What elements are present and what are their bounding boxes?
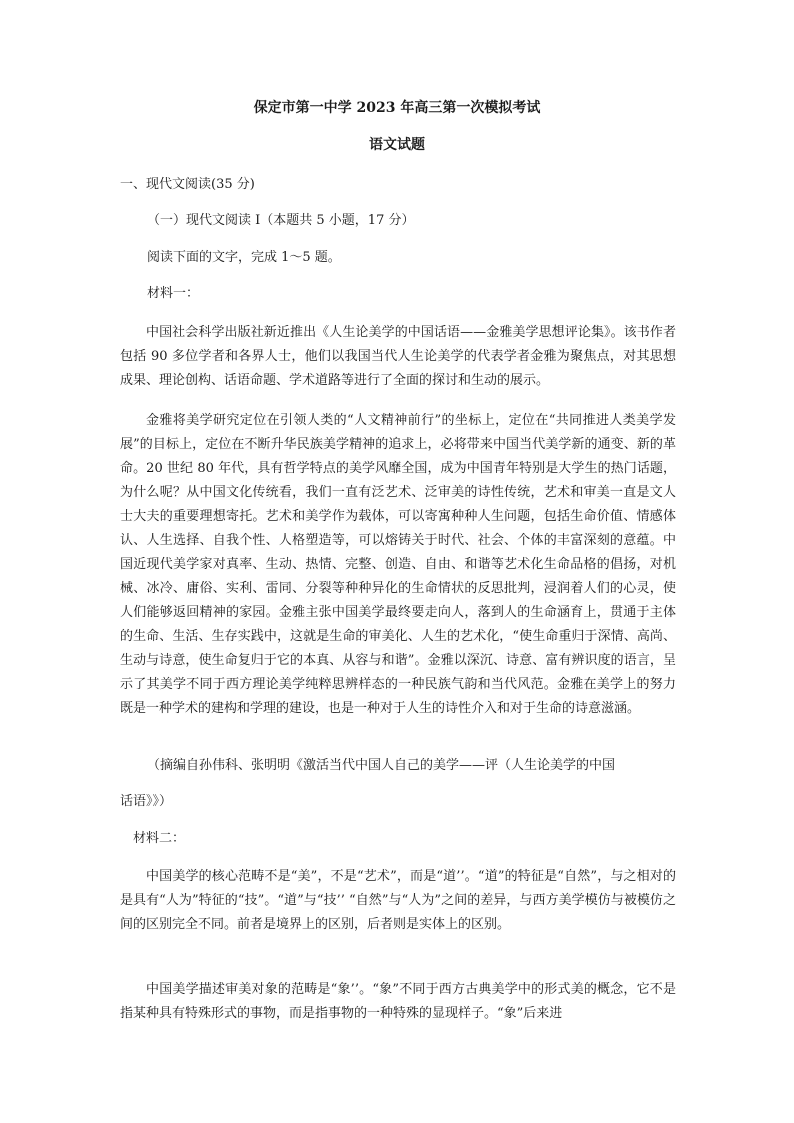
material1-paragraph-2-text: 金雅将美学研究定位在引领人类的“人文精神前行”的坐标上，定位在“共同推进人类美学发展”的目标上，定位在不断升华民族美学精神的追求上，必将带来中国当代美学新的通变、新的革命。20 世纪 80 年代，具有哲学特点的美学风靡全国，成为中国青年特别是大学生的热门话题，为什么呢？从中国文化传统看，我们一直有泛艺术、泛审美的诗性传统，艺术和审美一直是文人士大夫的重要理想寄托。艺术和美学作为载体，可以寄寓种种人生问题，包括生命价值、情感体认、人生选择、自我个性、人格塑造等，可以熔铸关于时代、社会、个体的丰富深刻的意蕴。中国近现代美学家对真率、生动、热情、完整、创造、自由、和谐等艺术化生命品格的倡扬，对机械、冰冷、庸俗、实利、雷同、分裂等种种异化的生命情状的反思批判，浸润着人们的心灵，使人们能够返回精神的家园。金雅主张中国美学最终要走向人，落到人的生命涵育上，贯通于主体的生命、生活、生存实践中，这就是生命的审美化、人生的艺术化，“使生命重归于深情、高尚、生动与诗意，使生命复归于它的本真、从容与和谐”。金雅以深沉、诗意、富有辨识度的语言，呈示了其美学不同于西方理论美学纯粹思辨样态的一种民族气韵和当代风范。金雅在美学上的努力既是一种学术的建构和学理的建设，也是一种对于人生的诗性介入和对于生命的诗意滋涵。 [120,413,676,716]
material1-paragraph-1-text: 中国社会科学出版社新近推出《人生论美学的中国话语——金雅美学思想评论集》。该书作者包括 90 多位学者和各界人士，他们以我国当代人生论美学的代表学者金雅为聚焦点，对其思想成果、理论创构、话语命题、学术道路等进行了全面的探讨和生动的展示。 [120,325,676,388]
material1-label: 材料一： [147,286,200,301]
material2-paragraph-1 [120,865,676,937]
citation-line-1: （摘编自孙伟科、张明明《激活当代中国人自己的美学——评（人生论美学的中国 [147,758,616,773]
material1-paragraph-2 [120,409,676,721]
exam-title: 保定市第一中学 2023 年高三第一次模拟考试 [253,100,541,116]
material1-paragraph-1 [120,321,676,393]
section1-heading: 一、现代文阅读(35 分) [120,177,255,192]
material2-paragraph-2 [120,978,676,1026]
material2-paragraph-2-text: 中国美学描述审美对象的范畴是“象’’。“象”不同于西方古典美学中的形式美的概念，它不是指某种具有特殊形式的事物，而是指事物的一种特殊的显现样子。“象”后来进 [120,982,676,1021]
material2-paragraph-1-text: 中国美学的核心范畴不是“美”，不是“艺术”，而是“道’’。“道”的特征是“自然”，与之相对的是具有“人为”特征的“技”。“道”与“技’’ “自然”与“人为”之间的差异，与西方美学模仿与被模仿之间的区别完全不同。前者是境界上的区别，后者则是实体上的区别。 [120,869,676,932]
material2-label: 材料二： [133,831,186,846]
subsection1-heading: （一）现代文阅读 I（本题共 5 小题，17 分） [147,213,415,228]
exam-subtitle: 语文试题 [369,137,425,153]
citation-line-2: 话语》》） [120,794,173,809]
reading-instruction: 阅读下面的文字，完成 1～5 题。 [147,250,341,265]
